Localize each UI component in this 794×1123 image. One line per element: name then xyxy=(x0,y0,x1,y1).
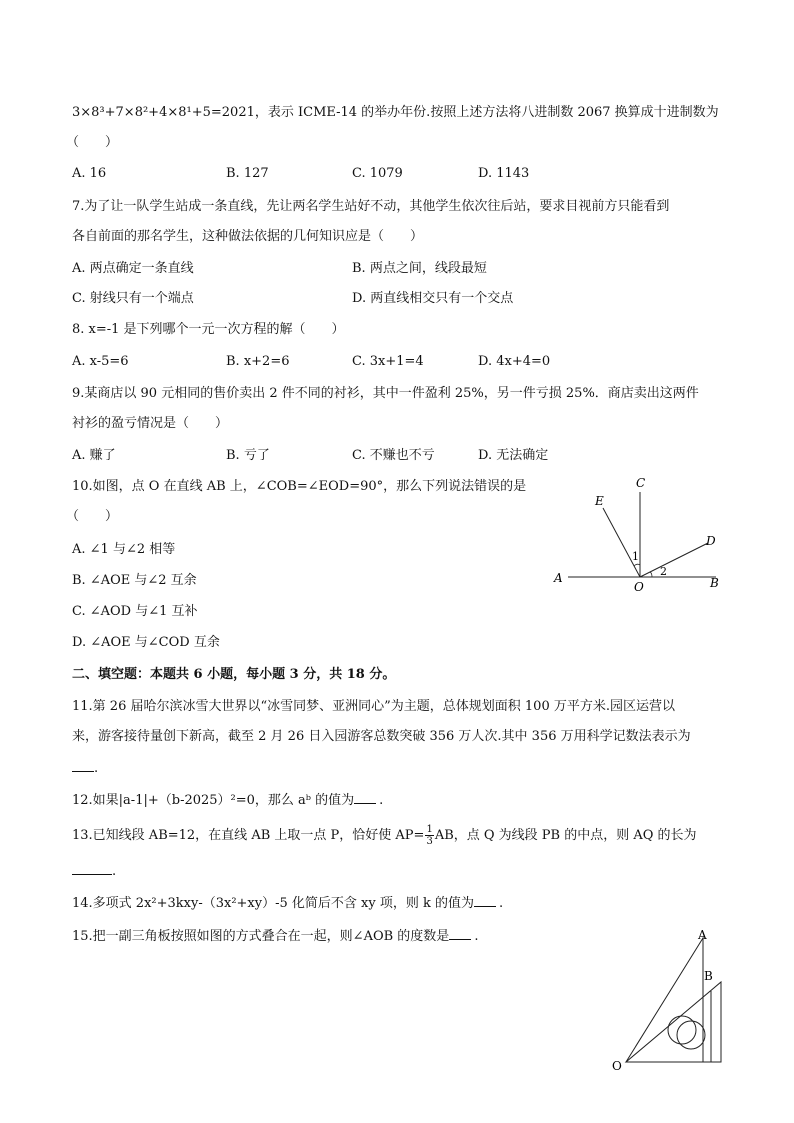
label-b: B xyxy=(710,576,719,590)
q8-option-a: A. x-5=6 xyxy=(72,354,129,369)
q13-answer-line xyxy=(72,862,116,881)
q11-answer-line xyxy=(72,759,98,778)
triangle-small xyxy=(626,982,721,1062)
q9-line2: 衬衫的盈亏情况是（ ） xyxy=(72,416,229,431)
q10-angle-figure xyxy=(548,470,728,600)
q10-line1: 10.如图，点 O 在直线 AB 上，∠COB=∠EOD=90°，那么下列说法错误的是 xyxy=(72,479,527,494)
q9-line1: 9.某商店以 90 元相同的售价卖出 2 件不同的衬衫，其中一件盈利 25%，另一件亏损 25%．商店卖出这两件 xyxy=(72,386,699,401)
q11-line2: 来，游客接待量创下新高，截至 2 月 26 日入园游客总数突破 356 万人次.其中 356 万用科学记数法表示为 xyxy=(72,729,691,744)
q8-option-d: D. 4x+4=0 xyxy=(478,354,551,369)
q10-option-c: C. ∠AOD 与∠1 互补 xyxy=(72,604,198,619)
q6-text: 3×8³+7×8²+4×8¹+5=2021，表示 ICME-14 的举办年份.按照上述方法将八进制数 2067 换算成十进制数为 xyxy=(72,105,719,120)
label-angle-2: 2 xyxy=(660,565,667,578)
q9-option-d: D. 无法确定 xyxy=(478,448,549,463)
q15-line xyxy=(72,927,478,946)
q8-option-b: B. x+2=6 xyxy=(226,354,290,369)
q7-line1: 7.为了让一队学生站成一条直线，先让两名学生站好不动，其他学生依次往后站，要求目视前方只能看到 xyxy=(72,199,670,214)
q9-option-a: A. 赚了 xyxy=(72,448,116,463)
q8-text: 8. x=-1 是下列哪个一元一次方程的解（ ） xyxy=(72,322,345,337)
angle-arc-2 xyxy=(650,572,652,577)
q6-option-b: B. 127 xyxy=(226,166,269,181)
q13-fraction-denominator: 3 xyxy=(426,836,433,847)
q10-option-b: B. ∠AOE 与∠2 互余 xyxy=(72,573,197,588)
label-d: D xyxy=(706,534,716,548)
q12-line xyxy=(72,791,383,810)
label-a: A xyxy=(698,928,707,942)
q12-answer-blank[interactable] xyxy=(354,791,376,804)
q13-answer-blank[interactable] xyxy=(72,862,112,875)
label-e: E xyxy=(595,494,604,508)
q7-line2: 各自前面的那名学生，这种做法依据的几何知识应是（ ） xyxy=(72,229,424,244)
triangle-large xyxy=(626,938,703,1062)
q6-paren: （ ） xyxy=(66,135,119,150)
angle-arc-1 xyxy=(634,564,640,566)
q9-option-b: B. 亏了 xyxy=(226,448,270,463)
q11-line1: 11.第 26 届哈尔滨冰雪大世界以“冰雪同梦、亚洲同心”为主题，总体规划面积 100 万平方米.园区运营以 xyxy=(72,699,675,714)
q15-end: . xyxy=(474,929,479,944)
q14-text: 14.多项式 2x²+3kxy-（3x²+xy）-5 化简后不含 xy 项，则 k 的值为 xyxy=(72,896,474,911)
q12-text: 12.如果|a-1|+（b-2025）²=0，那么 aᵇ 的值为 xyxy=(72,793,355,808)
q6-option-d: D. 1143 xyxy=(478,166,530,181)
q14-end: . xyxy=(499,896,504,911)
q12-end: . xyxy=(379,793,384,808)
q10-option-d: D. ∠AOE 与∠COD 互余 xyxy=(72,635,220,650)
q6-option-a: A. 16 xyxy=(72,166,107,181)
label-o: O xyxy=(634,580,644,594)
ray-oe xyxy=(603,508,640,577)
q15-text: 15.把一副三角板按照如图的方式叠合在一起，则∠AOB 的度数是 xyxy=(72,929,450,944)
q7-option-a: A. 两点确定一条直线 xyxy=(72,261,194,276)
section2-heading: 二、填空题：本题共 6 小题，每小题 3 分，共 18 分。 xyxy=(72,667,396,682)
q10-option-a: A. ∠1 与∠2 相等 xyxy=(72,542,176,557)
label-angle-1: 1 xyxy=(632,550,639,563)
q8-option-c: C. 3x+1=4 xyxy=(352,354,424,369)
q14-line xyxy=(72,894,503,913)
q13-end: . xyxy=(112,864,117,879)
q13-fraction xyxy=(425,824,433,847)
q9-option-c: C. 不赚也不亏 xyxy=(352,448,435,463)
q11-answer-blank[interactable] xyxy=(72,759,94,772)
label-o: O xyxy=(612,1059,622,1073)
q7-option-d: D. 两直线相交只有一个交点 xyxy=(352,291,514,306)
protractor-hole-2 xyxy=(677,1021,705,1049)
q6-option-c: C. 1079 xyxy=(352,166,403,181)
q10-paren: （ ） xyxy=(66,509,119,524)
q13-line xyxy=(72,822,697,850)
q15-triangle-figure xyxy=(608,925,738,1077)
label-c: C xyxy=(636,476,646,490)
q7-option-c: C. 射线只有一个端点 xyxy=(72,291,194,306)
q13-post: AB，点 Q 为线段 PB 的中点，则 AQ 的长为 xyxy=(434,828,697,843)
protractor-hole-1 xyxy=(668,1016,696,1044)
label-b: B xyxy=(704,969,713,983)
q13-pre: 13.已知线段 AB=12，在直线 AB 上取一点 P，恰好使 AP= xyxy=(72,828,425,843)
q11-end: . xyxy=(94,761,99,776)
q7-option-b: B. 两点之间，线段最短 xyxy=(352,261,487,276)
q14-answer-blank[interactable] xyxy=(474,894,496,907)
label-a: A xyxy=(554,571,563,585)
q15-answer-blank[interactable] xyxy=(449,927,471,940)
q13-fraction-numerator: 1 xyxy=(426,824,433,835)
